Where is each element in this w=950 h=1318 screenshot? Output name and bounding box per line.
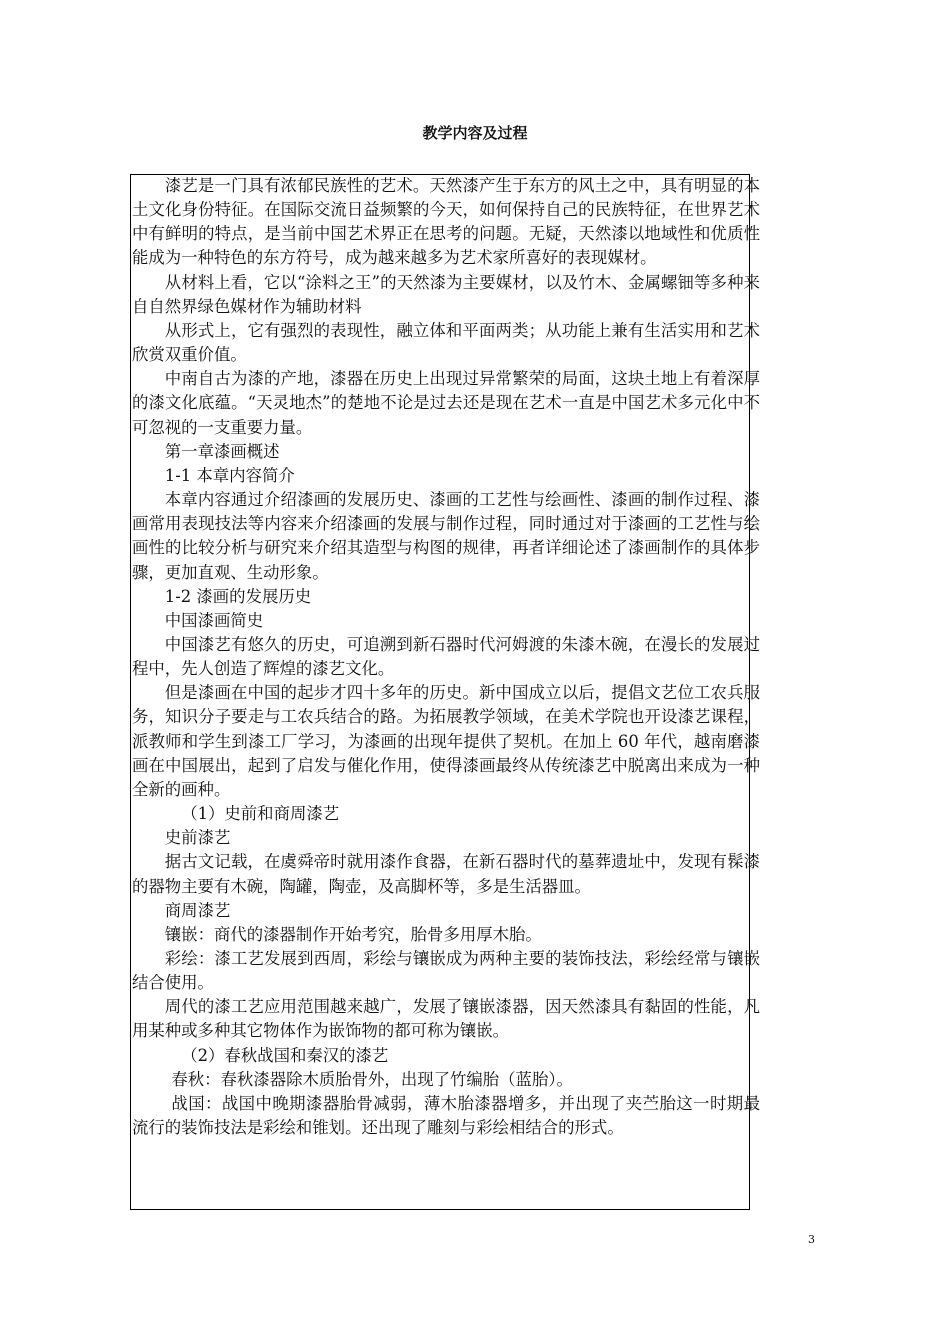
subheading-spring-autumn-qin-han: （2）春秋战国和秦汉的漆艺 — [181, 1045, 389, 1065]
paragraph-spring-autumn: 春秋：春秋漆器除木质胎骨外，出现了竹编胎（蓝胎）。 — [171, 1069, 573, 1089]
subheading-prehistoric: 史前漆艺 — [164, 828, 231, 848]
subheading-shang-zhou: 商周漆艺 — [164, 900, 231, 920]
paragraph-central-south: 中南自古为漆的产地，漆器在历史上出现过异常繁荣的局面，这块土地上有着深厚的漆文化底蕴。“天灵地杰”的楚地不论是过去还是现在艺术一直是中国艺术多元化中不可忽视的一支重要力量。 — [132, 369, 760, 437]
paragraph-zhou: 周代的漆工艺应用范围越来越广，发展了镶嵌漆器，因天然漆具有黏固的性能，凡用某种或多种其它物体作为嵌饰物的都可称为镶嵌。 — [132, 997, 760, 1041]
paragraph-intro: 漆艺是一门具有浓郁民族性的艺术。天然漆产生于东方的风土之中，具有明显的本土文化身份特征。在国际交流日益频繁的今天，如何保持自己的民族特征，在世界艺术中有鲜明的特点，是当前中国艺术界正在思考的问题。无疑，天然漆以地域性和优质性能成为一种特色的东方符号，成为越来越多为艺术家所喜好的表现媒材。 — [132, 176, 760, 268]
paragraph-inlay: 镶嵌：商代的漆器制作开始考究，胎骨多用厚木胎。 — [164, 924, 542, 944]
subheading-prehistoric-shang-zhou: （1）史前和商周漆艺 — [181, 804, 340, 824]
paragraph-warring-states: 战国：战国中晚期漆器胎骨减弱，薄木胎漆器增多，并出现了夹苎胎这一时期最流行的装饰技法是彩绘和锥划。还出现了雕刻与彩绘相结合的形式。 — [132, 1093, 760, 1138]
section-heading-1-1: 1-1 本章内容简介 — [164, 465, 295, 485]
paragraph-painting: 彩绘：漆工艺发展到西周，彩绘与镶嵌成为两种主要的装饰技法，彩绘经常与镶嵌结合使用。 — [132, 949, 760, 993]
page-number: 3 — [808, 1233, 815, 1246]
paragraph-modern: 但是漆画在中国的起步才四十多年的历史。新中国成立以后，提倡文艺位工农兵服务，知识分子要走与工农兵结合的路。为拓展教学领域，在美术学院也开设漆艺课程，派教师和学生到漆工厂学习，为漆画的出现年提供了契机。在加上 60 年代，越南磨漆画在中国展出，起到了启发与催化作用，使得漆画最终从传统漆艺中脱离出来成为一种全新的画种。 — [132, 683, 760, 799]
paragraph-form: 从形式上，它有强烈的表现性，融立体和平面两类；从功能上兼有生活实用和艺术欣赏双重价值。 — [132, 320, 760, 365]
subheading-history: 中国漆画简史 — [164, 610, 264, 630]
paragraph-chapter-summary: 本章内容通过介绍漆画的发展历史、漆画的工艺性与绘画性、漆画的制作过程、漆画常用表现技法等内容来介绍漆画的发展与制作过程，同时通过对于漆画的工艺性与绘画性的比较分析与研究来介绍其造型与构图的规律，再者详细论述了漆画制作的具体步骤，更加直观、生动形象。 — [132, 490, 760, 582]
paragraph-origin: 中国漆艺有悠久的历史，可追溯到新石器时代河姆渡的朱漆木碗，在漫长的发展过程中，先人创造了辉煌的漆艺文化。 — [132, 634, 760, 679]
section-heading-1-2: 1-2 漆画的发展历史 — [164, 586, 312, 606]
chapter-heading: 第一章漆画概述 — [164, 441, 280, 461]
lesson-content — [132, 174, 760, 1140]
paragraph-prehistoric: 据古文记载，在虞舜帝时就用漆作食器，在新石器时代的墓葬遗址中，发现有髹漆的器物主要有木碗，陶罐，陶壶，及高脚杯等，多是生活器皿。 — [132, 852, 760, 896]
paragraph-material: 从材料上看，它以“涂料之王”的天然漆为主要媒材，以及竹木、金属螺钿等多种来自自然界绿色媒材作为辅助材料 — [132, 272, 760, 316]
page-title: 教学内容及过程 — [422, 124, 528, 142]
